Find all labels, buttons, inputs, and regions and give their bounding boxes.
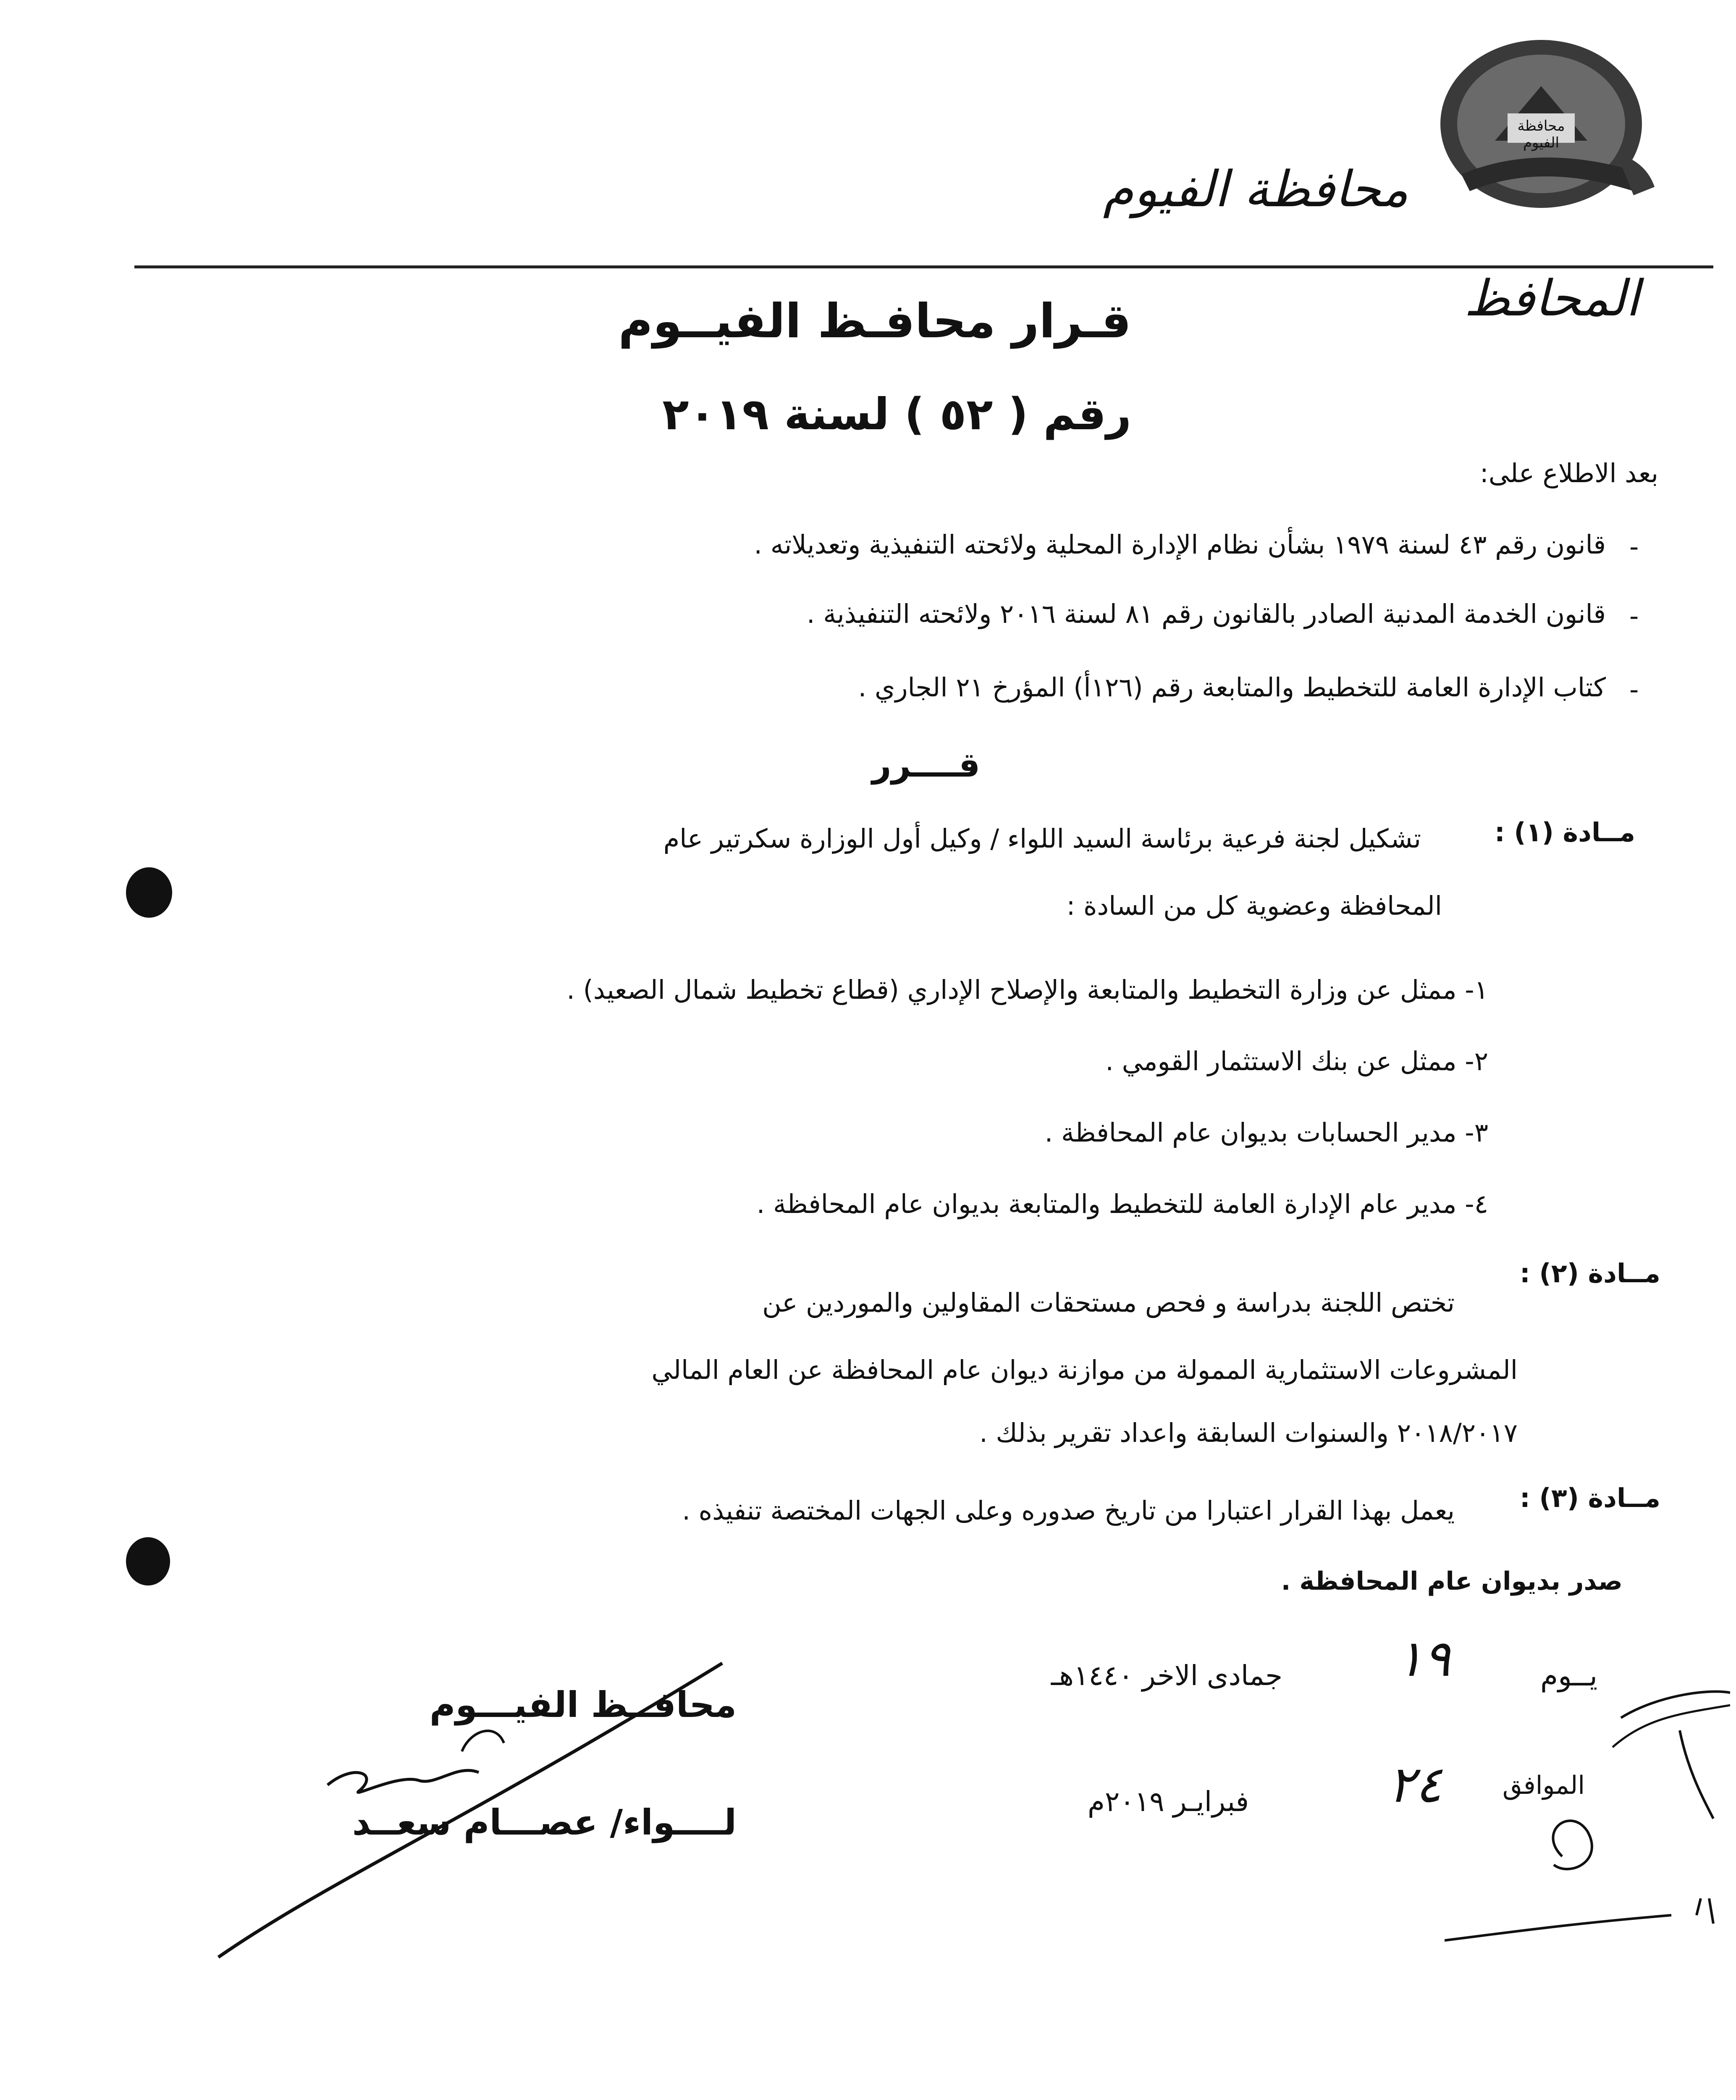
hijri-month-year: جمادى الاخر ١٤٤٠هـ xyxy=(1051,1659,1282,1692)
page-title: قـرار محافـظ الفيــوم xyxy=(618,294,1131,349)
hole-punch-mark xyxy=(126,867,172,918)
greg-label: الموافق xyxy=(1502,1771,1585,1800)
greg-day: ٢٤ xyxy=(1388,1756,1442,1814)
issued-statement: صدر بديوان عام المحافظة . xyxy=(1281,1567,1623,1596)
governorate-seal xyxy=(1436,36,1655,212)
handwritten-signature-icon xyxy=(202,1646,789,1982)
signatory-title: محافــظ الفيـــوم xyxy=(429,1684,737,1725)
preamble-bullet: - xyxy=(1629,601,1639,631)
article-line: تشكيل لجنة فرعية برئاسة السيد اللواء / وكيل أول الوزارة سكرتير عام xyxy=(663,823,1421,854)
decree-number: رقم ( ٥٢ ) لسنة ٢٠١٩ xyxy=(662,388,1131,440)
member-item: ٤- مدير عام الإدارة العامة للتخطيط والمتابعة بديوان عام المحافظة . xyxy=(756,1189,1488,1219)
preamble-intro: بعد الاطلاع على: xyxy=(1479,458,1658,488)
article-line: تختص اللجنة بدراسة و فحص مستحقات المقاولين والموردين عن xyxy=(762,1287,1455,1318)
header-divider xyxy=(134,265,1713,268)
preamble-bullet: - xyxy=(1629,531,1639,562)
article-line: يعمل بهذا القرار اعتبارا من تاريخ صدوره وعلى الجهات المختصة تنفيذه . xyxy=(682,1495,1455,1526)
office-label: المحافظ xyxy=(1464,269,1639,327)
preamble-item: قانون الخدمة المدنية الصادر بالقانون رقم ٨١ لسنة ٢٠١٦ ولائحته التنفيذية . xyxy=(806,598,1606,629)
member-item: ١- ممثل عن وزارة التخطيط والمتابعة والإصلاح الإداري (قطاع تخطيط شمال الصعيد) . xyxy=(566,974,1488,1005)
article-label: مــادة (٢) : xyxy=(1520,1258,1660,1289)
hole-punch-mark xyxy=(126,1537,170,1586)
article-line: ٢٠١٨/٢٠١٧ والسنوات السابقة واعداد تقرير بذلك . xyxy=(979,1418,1518,1448)
organization-name: محافظة الفيوم xyxy=(1103,160,1408,218)
article-line: المحافظة وعضوية كل من السادة : xyxy=(1066,890,1442,921)
greg-month-year: فبرايـر ٢٠١٩م xyxy=(1088,1785,1249,1818)
signatory-name: لــــواء/ عصـــام سعــد xyxy=(352,1802,737,1843)
member-item: ٣- مدير الحسابات بديوان عام المحافظة . xyxy=(1044,1117,1488,1148)
preamble-bullet: - xyxy=(1629,674,1639,705)
preamble-item: كتاب الإدارة العامة للتخطيط والمتابعة رقم (١٢٦أ) المؤرخ ٢١ الجاري . xyxy=(858,672,1606,703)
member-item: ٢- ممثل عن بنك الاستثمار القومي . xyxy=(1105,1046,1488,1076)
article-label: مــادة (١) : xyxy=(1495,817,1635,848)
day-label: يــوم xyxy=(1540,1659,1597,1693)
hijri-day: ١٩ xyxy=(1396,1630,1450,1688)
decision-heading: قــــرر xyxy=(872,746,980,785)
seal-label: محافظة الفيوم xyxy=(1517,118,1565,151)
margin-handwriting-icon xyxy=(1445,1680,1730,1957)
article-label: مــادة (٣) : xyxy=(1520,1483,1660,1513)
article-line: المشروعات الاستثمارية الممولة من موازنة ديوان عام المحافظة عن العام المالي xyxy=(651,1354,1518,1385)
preamble-item: قانون رقم ٤٣ لسنة ١٩٧٩ بشأن نظام الإدارة المحلية ولائحته التنفيذية وتعديلاته . xyxy=(754,529,1606,560)
